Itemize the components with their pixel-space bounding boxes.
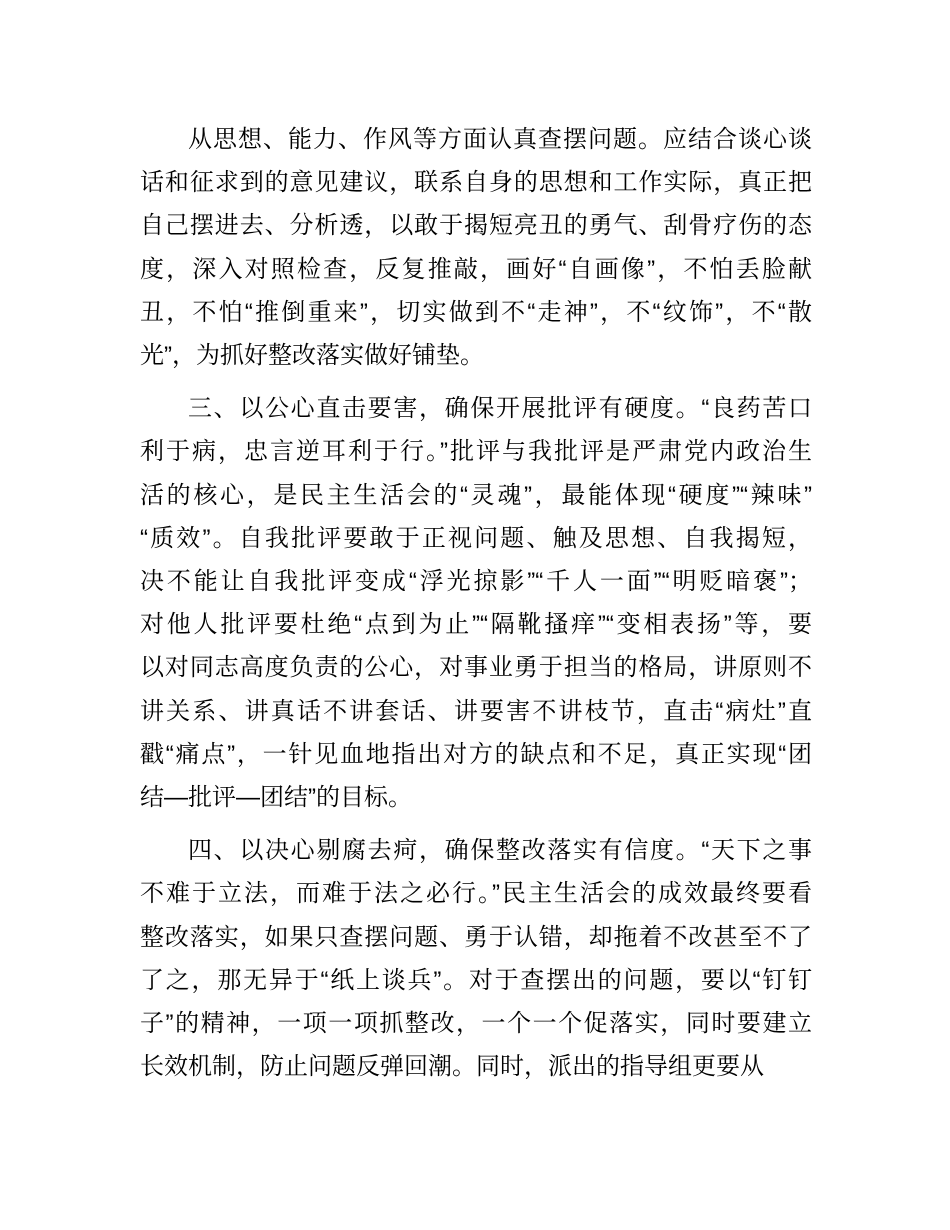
paragraph-1: [140, 118, 812, 377]
text-line: “质效”。自我批评要敢于正视问题、触及思想、自我揭短，: [140, 524, 812, 552]
text-line: 自己摆进去、分析透，以敢于揭短亮丑的勇气、刮骨疗伤的态: [140, 212, 812, 240]
text-line: 子”的精神，一项一项抓整改，一个一个促落实，同时要建立: [140, 1010, 812, 1038]
text-line: 度，深入对照检查，反复推敲，画好“自画像”，不怕丢脸献: [140, 255, 812, 283]
text-line: 戳“痛点”，一针见血地指出对方的缺点和不足，真正实现“团: [140, 740, 812, 768]
text-line: 了之，那无异于“纸上谈兵”。对于查摆出的问题，要以“钉钉: [140, 966, 812, 994]
text-line: 长效机制，防止问题反弹回潮。同时，派出的指导组更要从: [140, 1053, 764, 1081]
paragraph-2: [140, 387, 812, 819]
text-line: 丑，不怕“推倒重来”，切实做到不“走神”，不“纹饰”，不“散: [140, 298, 812, 326]
text-line: 以对同志高度负责的公心，对事业勇于担当的格局，讲原则不: [140, 654, 812, 682]
text-line: 不难于立法，而难于法之必行。”民主生活会的成效最终要看: [140, 880, 812, 908]
text-line: 结—批评—团结”的目标。: [140, 784, 412, 812]
paragraph-3: [140, 829, 812, 1088]
text-line: 决不能让自我批评变成“浮光掠影”“千人一面”“明贬暗褒”；: [140, 568, 812, 596]
text-line: 光”，为抓好整改落实做好铺垫。: [140, 342, 484, 370]
text-line: 话和征求到的意见建议，联系自身的思想和工作实际，真正把: [140, 169, 812, 197]
text-line: 从思想、能力、作风等方面认真查摆问题。应结合谈心谈: [188, 126, 812, 153]
text-line: 活的核心，是民主生活会的“灵魂”，最能体现“硬度”“辣味”: [140, 481, 812, 509]
text-line: 四、以决心剔腐去疴，确保整改落实有信度。“天下之事: [188, 837, 812, 865]
text-line: 整改落实，如果只查摆问题、勇于认错，却拖着不改甚至不了: [140, 923, 812, 951]
text-line: 对他人批评要杜绝“点到为止”“隔靴搔痒”“变相表扬”等，要: [140, 611, 812, 639]
text-line: 讲关系、讲真话不讲套话、讲要害不讲枝节，直击“病灶”直: [140, 697, 812, 725]
text-line: 三、以公心直击要害，确保开展批评有硬度。“良药苦口: [188, 395, 812, 423]
text-line: 利于病，忠言逆耳利于行。”批评与我批评是严肃党内政治生: [140, 438, 812, 466]
